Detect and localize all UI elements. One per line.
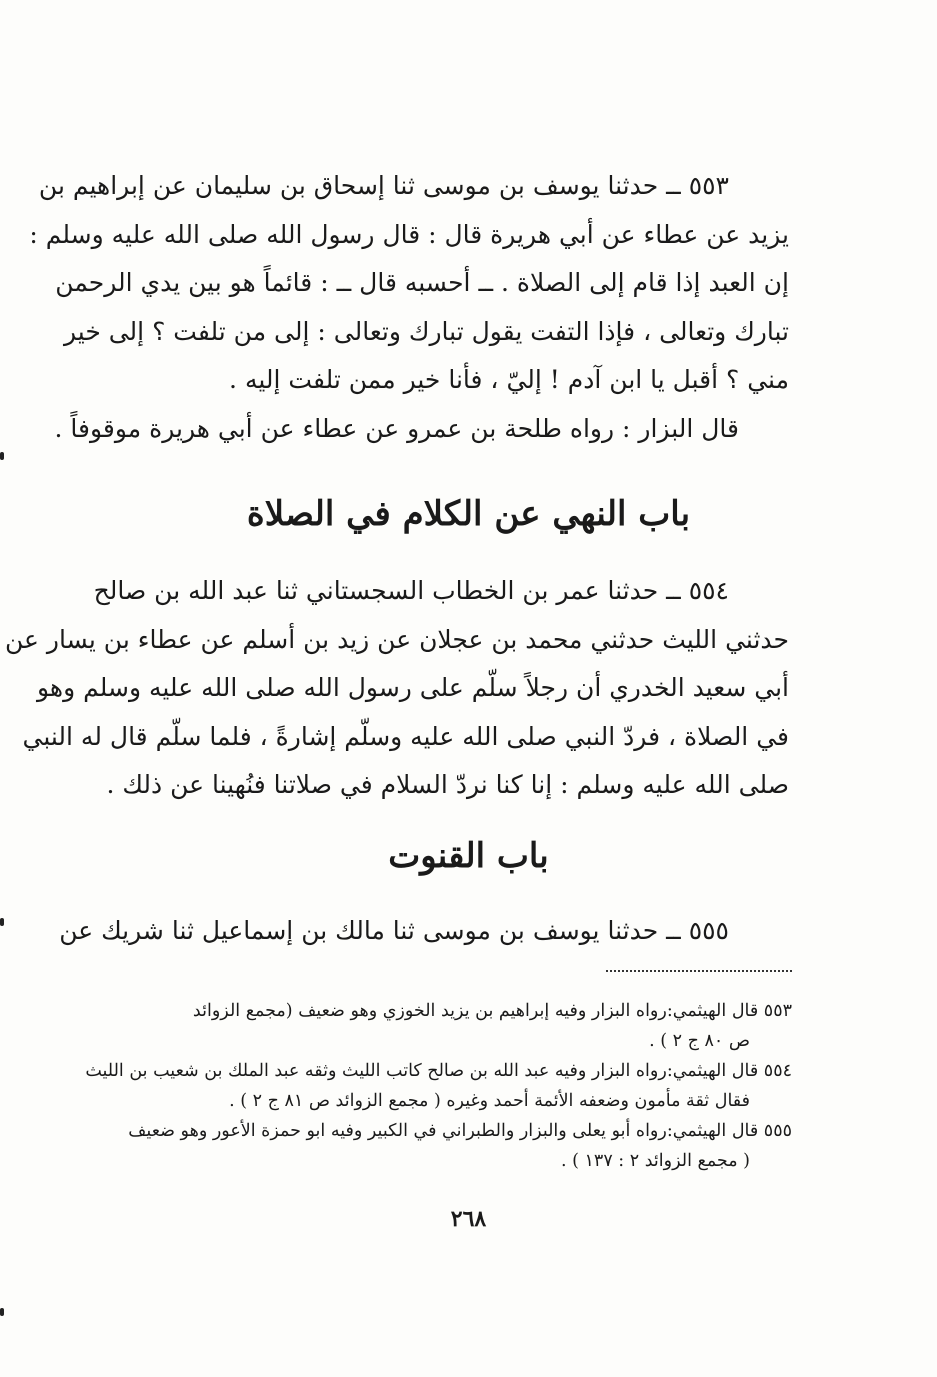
chapter-heading: باب القنوت [388, 836, 549, 876]
footnote-line: ٥٥٥ قال الهيثمي:رواه أبو يعلى والبزار والطبراني في الكبير وفيه ابو حمزة الأعور وهو ضعيف [128, 1121, 792, 1141]
text-line: تبارك وتعالى ، فإذا التفت يقول تبارك وتعالى : إلى من تلفت ؟ إلى خير [63, 316, 789, 346]
text-line: ٥٥٥ ــ حدثنا يوسف بن موسى ثنا مالك بن إسماعيل ثنا شريك عن [59, 916, 729, 945]
chapter-heading: باب النهي عن الكلام في الصلاة [246, 494, 691, 534]
footnote-line: فقال ثقة مأمون وضعفه الأئمة أحمد وغيره ( مجمع الزوائد ص ٨١ ج ٢ ) . [229, 1091, 750, 1111]
footnote-line: ٥٥٤ قال الهيثمي:رواه البزار وفيه عبد الله بن صالح كاتب الليث وثقه عبد الملك بن شعيب بن الليث [85, 1061, 792, 1081]
text-line: أبي سعيد الخدري أن رجلاً سلّم على رسول الله صلى الله عليه وسلم وهو [36, 673, 789, 702]
bazzar-note [54, 405, 789, 454]
text-line: إن العبد إذا قام إلى الصلاة . ــ أحسبه قال ــ : قائماً هو بين يدي الرحمن [55, 268, 789, 297]
text-line: صلى الله عليه وسلم : إنا كنا نردّ السلام في صلاتنا فنُهينا عن ذلك . [106, 770, 789, 799]
text-line: ٥٥٤ ــ حدثنا عمر بن الخطاب السجستاني ثنا عبد الله بن صالح [93, 576, 729, 605]
page-number: ٢٦٨ [450, 1206, 487, 1232]
scan-speck [0, 452, 4, 460]
text-line: مني ؟ أقبل يا ابن آدم ! إليّ ، فأنا خير ممن تلفت إليه . [229, 365, 789, 394]
footnote-line: ٥٥٣ قال الهيثمي:رواه البزار وفيه إبراهيم بن يزيد الخوزي وهو ضعيف (مجمع الزوائد [192, 1001, 792, 1021]
scan-speck [0, 918, 4, 926]
text-line: يزيد عن عطاء عن أبي هريرة قال : قال رسول الله صلى الله عليه وسلم : [29, 219, 789, 249]
text-line: في الصلاة ، فردّ النبي صلى الله عليه وسلّم إشارةً ، فلما سلّم قال له النبي [22, 721, 789, 751]
footnote-divider [606, 970, 792, 972]
hadith-553 [29, 162, 789, 405]
text-line: ٥٥٣ ــ حدثنا يوسف بن موسى ثنا إسحاق بن سليمان عن إبراهيم بن [38, 171, 729, 200]
footnote-line: ص ٨٠ ج ٢ ) . [649, 1031, 750, 1051]
scan-speck [0, 1308, 4, 1316]
footnotes [85, 996, 792, 1176]
text-line: قال البزار : رواه طلحة بن عمرو عن عطاء عن أبي هريرة موقوفاً . [54, 414, 739, 443]
text-line: حدثني الليث حدثني محمد بن عجلان عن زيد بن أسلم عن عطاء بن يسار عن [5, 624, 789, 654]
footnote-line: ( مجمع الزوائد ٢ : ١٣٧ ) . [561, 1151, 750, 1171]
hadith-554 [5, 567, 789, 810]
hadith-555 [59, 907, 789, 956]
